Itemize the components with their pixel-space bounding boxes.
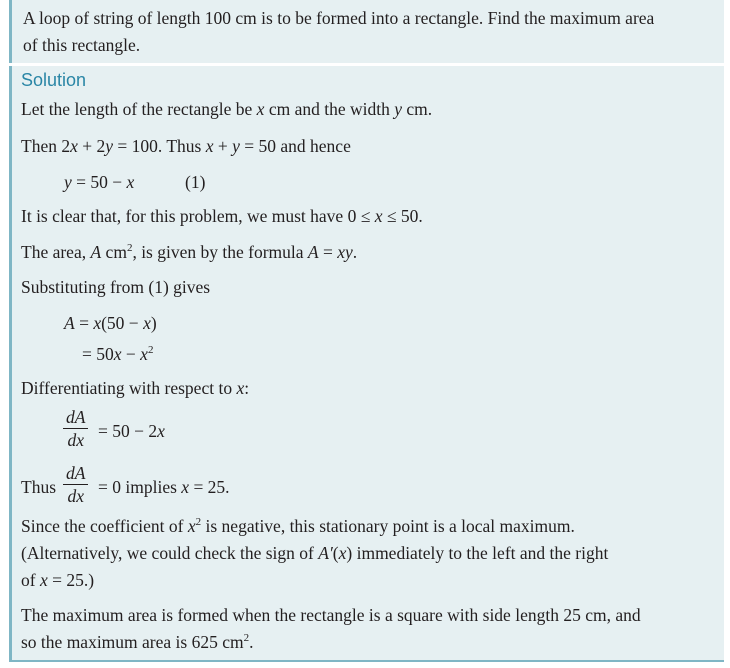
thus-label: Thus <box>21 477 56 497</box>
fraction-denominator: dx <box>67 430 84 450</box>
fraction-bar <box>63 484 88 485</box>
stationary-point-line: = 0 implies x = 25. <box>98 477 230 497</box>
area-equation-2: = $50x - x^2$ <box>82 344 154 364</box>
thus-fraction <box>63 463 88 506</box>
fraction-numerator: dA <box>66 463 86 483</box>
conclusion-line-2: so the maximum area is 625 $cm^2$. <box>21 632 254 652</box>
equation-1: y = 50 − x <box>64 172 135 192</box>
solution-heading-strip <box>12 66 724 96</box>
conclusion-line-1: The maximum area is formed when the rectangle is a square with side length 25 cm, and <box>21 605 641 625</box>
question-box <box>9 0 724 63</box>
domain-line: It is clear that, for this problem, we must have 0 ≤ x ≤ 50. <box>21 206 423 226</box>
derivative-rhs: = 50 − 2x <box>98 421 165 441</box>
question-line-1: A loop of string of length 100 cm is to be formed into a rectangle. Find the maximum area <box>23 8 655 28</box>
derivative-fraction <box>63 407 88 450</box>
fraction-bar <box>63 428 88 429</box>
fraction-numerator: dA <box>66 407 86 427</box>
question-line-2: of this rectangle. <box>23 35 141 55</box>
substituting-line: Substituting from (1) gives <box>21 277 211 297</box>
area-formula-line: The area, A $cm^2$, is given by the formula A = xy. <box>21 242 358 262</box>
perimeter-line: Then 2x + 2y = 100. Thus x + y = 50 and hence <box>21 136 351 156</box>
alternative-line-end: of x = 25.) <box>21 570 95 590</box>
coefficient-line: Since the coefficient of $x^2$ is negative, this stationary point is a local maximum. <box>21 516 575 536</box>
alternative-line: (Alternatively, we could check the sign of A′(x) immediately to the left and the right <box>21 543 609 563</box>
bottom-rule <box>9 660 724 662</box>
area-equation-1: A = x(50 − x) <box>64 313 157 333</box>
equation-1-label: (1) <box>185 172 206 192</box>
differentiating-line: Differentiating with respect to x: <box>21 378 250 398</box>
solution-heading: Solution <box>21 70 87 90</box>
fraction-denominator: dx <box>67 486 84 506</box>
intro-line: Let the length of the rectangle be x cm and the width y cm. <box>21 99 433 119</box>
